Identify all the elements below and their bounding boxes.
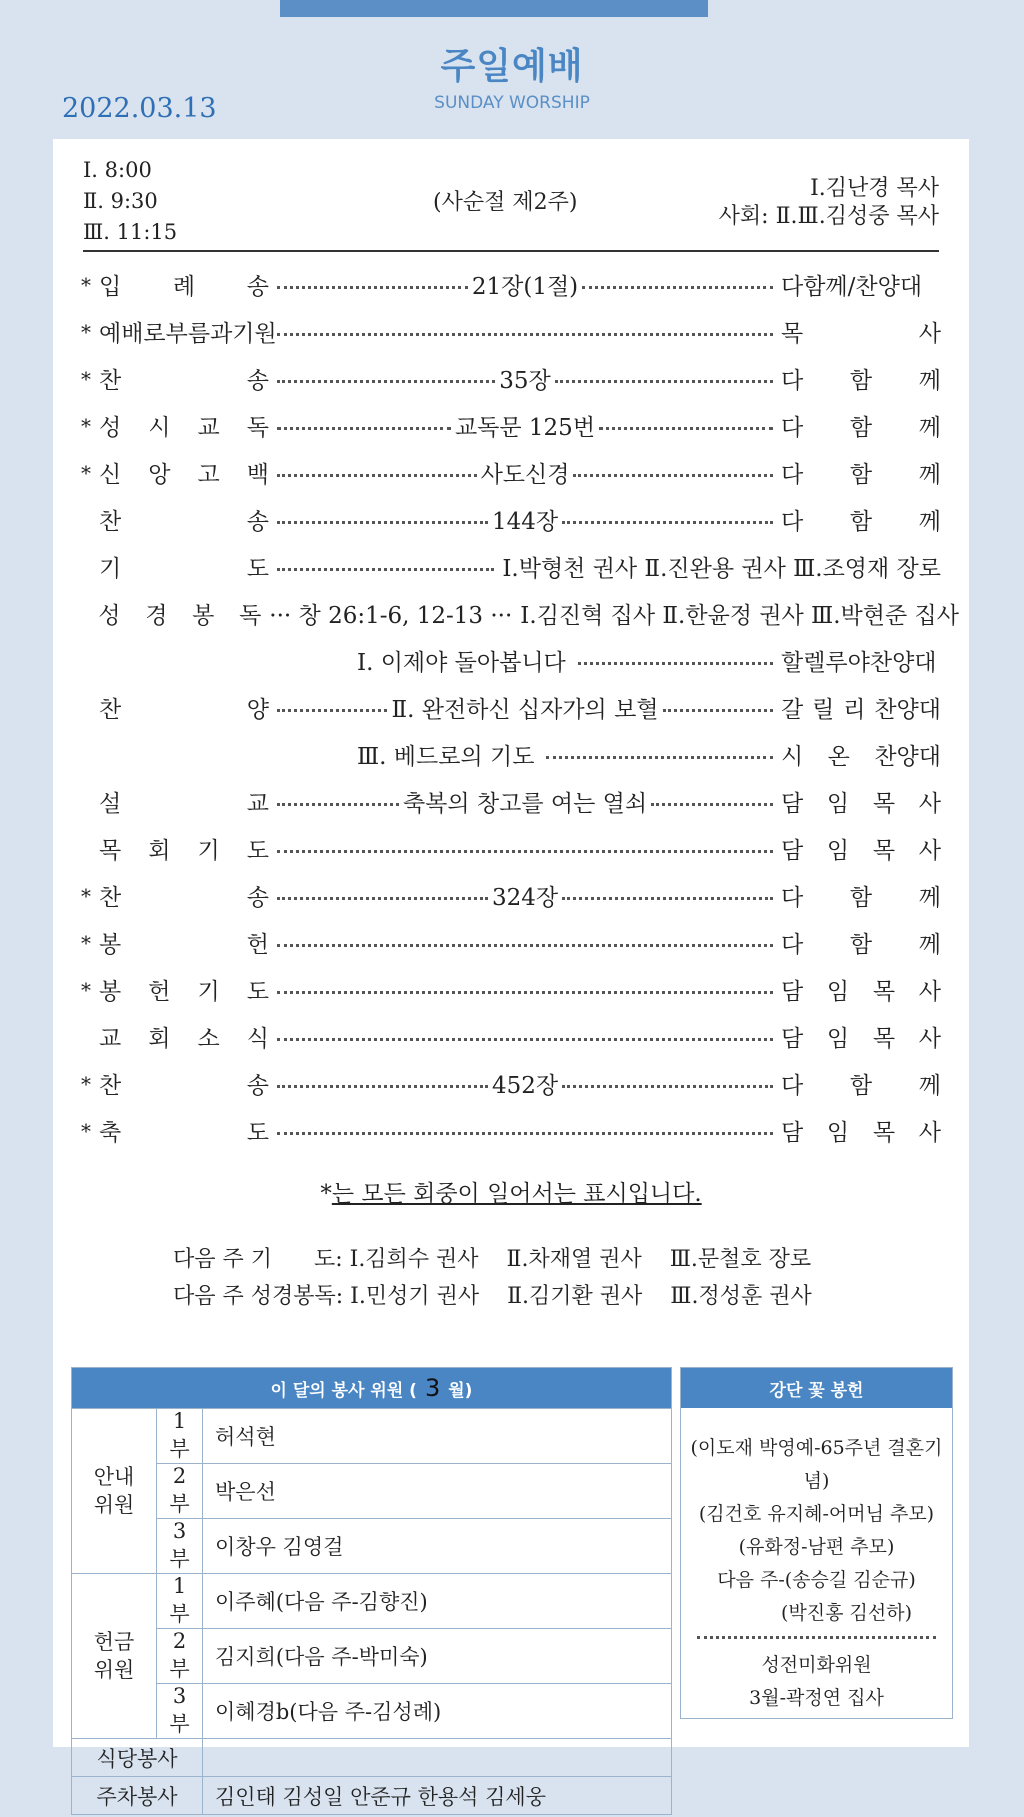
order-item-label — [99, 550, 269, 583]
standing-marker: * — [81, 1118, 91, 1143]
label-char: 기 — [197, 979, 220, 1005]
volunteer-month: 3 — [424, 1374, 441, 1402]
leader-dots — [277, 568, 494, 571]
leader-text: 담 — [781, 1026, 804, 1052]
standing-marker: * — [81, 1071, 91, 1096]
leader-text: 께 — [918, 1073, 941, 1099]
order-row — [81, 872, 941, 919]
order-item-leader — [781, 456, 941, 489]
next-reading-row — [173, 1278, 812, 1315]
next-prayer-names: Ⅰ.김희수 권사 Ⅱ.차재열 권사 Ⅲ.문철호 장로 — [349, 1247, 812, 1272]
order-detail-text: 21장(1절) — [471, 274, 579, 300]
leader-text: 사 — [918, 1026, 941, 1052]
order-row — [81, 355, 941, 402]
order-detail-text: Ⅱ. 완전하신 십자가의 보혈 — [391, 697, 659, 723]
header-divider — [83, 250, 939, 252]
usher-group-label: 안내 위원 — [72, 1409, 157, 1574]
order-item-detail — [277, 985, 773, 994]
label-char: 례 — [172, 274, 196, 300]
order-row — [81, 684, 941, 731]
standing-marker: * — [81, 319, 91, 344]
host-line: 사회: Ⅱ.Ⅲ.김성중 목사 — [718, 204, 939, 229]
leader-dots — [277, 803, 399, 806]
label-char: 독 — [239, 603, 262, 629]
leader-dots — [277, 1085, 488, 1088]
order-item-leader — [781, 738, 941, 771]
leader-text: 함 — [849, 509, 873, 535]
leader-text: 담 — [781, 838, 804, 864]
label-char: 회 — [148, 1026, 171, 1052]
leader-text: 께 — [918, 509, 941, 535]
order-row — [81, 778, 941, 825]
altar-flowers-body — [681, 1408, 952, 1715]
leader-text: 함 — [849, 1073, 873, 1099]
leader-text: 께 — [918, 932, 941, 958]
label-char: 기 — [99, 556, 122, 582]
offering-part: 2부 — [157, 1629, 203, 1684]
order-item-leader — [502, 550, 941, 583]
leader-text: 목 — [872, 838, 896, 864]
beautification-committee: 성전미화위원 — [761, 1654, 872, 1676]
flower-donor: 다음 주-(송승길 김순규) — [717, 1569, 916, 1591]
order-item-leader — [781, 879, 941, 912]
flower-donor: (김건호 유지혜-어머님 추모) — [698, 1503, 935, 1525]
next-prayer-label: 다음 주 기 도: — [173, 1247, 343, 1272]
leader-text: 임 — [826, 791, 850, 817]
order-item-label — [99, 832, 269, 865]
leader-dots — [277, 850, 773, 853]
parking-label: 주차봉사 — [72, 1777, 203, 1815]
order-item-label — [99, 926, 269, 959]
flower-divider — [697, 1636, 936, 1639]
label-char: 독 — [246, 415, 269, 441]
leader-text: 담 — [781, 791, 804, 817]
leader-dots — [277, 991, 773, 994]
leader-dots — [546, 756, 773, 759]
label-char: 축 — [99, 1120, 122, 1146]
leader-text: 임 — [826, 1120, 850, 1146]
order-row — [81, 261, 941, 308]
label-char: 양 — [246, 697, 269, 723]
order-item-detail — [277, 362, 773, 395]
order-row — [81, 402, 941, 449]
liturgical-season: (사순절 제2주) — [433, 190, 578, 215]
order-row — [81, 449, 941, 496]
order-item-detail — [277, 409, 773, 442]
leader-text: 다 — [781, 368, 804, 394]
order-item-detail — [277, 1067, 773, 1100]
order-item-detail — [277, 1032, 773, 1041]
usher-part: 1부 — [157, 1409, 203, 1464]
label-char: 교 — [99, 1026, 122, 1052]
order-row — [81, 496, 941, 543]
leader-dots — [555, 380, 773, 383]
order-row — [81, 1107, 941, 1154]
host-line: Ⅰ.김난경 목사 — [810, 176, 939, 201]
leader-dots — [663, 709, 773, 712]
leader-dots — [277, 897, 488, 900]
offering-names: 이혜경b(다음 주-김성례) — [203, 1684, 672, 1739]
parking-names: 김인태 김성일 안준규 한용석 김세웅 — [203, 1777, 672, 1815]
order-item-label — [99, 503, 269, 536]
order-item-detail — [277, 503, 773, 536]
usher-names: 허석현 — [203, 1409, 672, 1464]
leader-text: 찬양대 — [874, 744, 941, 770]
label-char: 헌 — [148, 979, 171, 1005]
order-item-label — [99, 1067, 269, 1100]
order-row — [81, 308, 941, 355]
service-time: Ⅲ. 11:15 — [83, 220, 178, 244]
leader-text: 릴 — [812, 697, 835, 723]
order-item-leader — [781, 926, 941, 959]
order-row — [81, 1013, 941, 1060]
label-char: 식 — [246, 1026, 269, 1052]
leader-text: 찬양대 — [874, 697, 941, 723]
order-item-label — [99, 1020, 269, 1053]
order-row — [81, 966, 941, 1013]
order-detail-text: 144장 — [491, 509, 559, 535]
next-reading-label: 다음 주 성경봉독: — [173, 1284, 344, 1309]
flower-donor: (이도재 박영예-65주년 결혼기념) — [690, 1437, 943, 1492]
label-char: 찬 — [99, 885, 122, 911]
order-row — [81, 1060, 941, 1107]
label-char: 송 — [246, 1073, 269, 1099]
order-item-detail — [269, 597, 512, 630]
order-detail-text: Ⅲ. 베드로의 기도 — [357, 744, 535, 770]
usher-part: 3부 — [157, 1519, 203, 1574]
leader-dots — [599, 427, 773, 430]
leader-text: 담 — [781, 1120, 804, 1146]
service-host — [719, 175, 939, 231]
label-char: 찬 — [99, 1073, 122, 1099]
order-row — [81, 590, 959, 637]
order-item-label — [99, 1114, 269, 1147]
order-item-leader — [781, 1020, 941, 1053]
volunteer-table — [71, 1367, 672, 1815]
leader-text: 께 — [918, 462, 941, 488]
leader-text: 사 — [918, 979, 941, 1005]
order-item-detail — [277, 879, 773, 912]
leader-text: 목 — [872, 791, 896, 817]
label-char: 찬 — [99, 509, 122, 535]
label-char: 송 — [246, 885, 269, 911]
order-item-detail — [277, 456, 773, 489]
leader-text: 함 — [849, 885, 873, 911]
label-char: 설 — [99, 791, 122, 817]
label-char: 도 — [246, 1120, 269, 1146]
leader-dots — [562, 521, 773, 524]
label-char: 예배로부름과기원 — [99, 321, 277, 347]
label-char: 찬 — [99, 368, 122, 394]
leader-dots — [277, 1038, 773, 1041]
standing-marker: * — [81, 413, 91, 438]
leader-text: 목 — [872, 1026, 896, 1052]
service-time: Ⅰ. 8:00 — [83, 158, 152, 182]
label-char: 도 — [246, 979, 269, 1005]
leader-text: 함 — [849, 415, 873, 441]
leader-dots — [573, 474, 773, 477]
leader-text: 사 — [918, 321, 941, 347]
order-item-leader — [781, 832, 941, 865]
leader-text: 함 — [849, 932, 873, 958]
order-item-detail — [277, 562, 494, 571]
page-subtitle: SUNDAY WORSHIP — [434, 93, 590, 113]
order-item-leader — [781, 973, 941, 1006]
standing-marker: * — [81, 977, 91, 1002]
order-item-leader — [781, 268, 941, 301]
label-char: 앙 — [148, 462, 171, 488]
order-of-worship — [81, 261, 959, 1154]
leader-text: 다 — [781, 415, 804, 441]
leader-text: 리 — [843, 697, 866, 723]
order-item-leader — [781, 785, 941, 818]
label-char: 찬 — [99, 697, 122, 723]
order-item-leader — [520, 597, 959, 630]
order-item-label — [99, 691, 269, 724]
label-char: 봉 — [99, 979, 122, 1005]
leader-text: 목 — [872, 979, 896, 1005]
leader-dots — [562, 1085, 773, 1088]
leader-text: 임 — [826, 838, 850, 864]
label-char: 교 — [197, 415, 220, 441]
order-detail-text: 452장 — [491, 1073, 559, 1099]
leader-text: 임 — [826, 979, 850, 1005]
leader-text: 담 — [781, 979, 804, 1005]
order-row — [81, 731, 941, 778]
label-char: 성 — [98, 603, 121, 629]
offering-group-label: 헌금 위원 — [72, 1574, 157, 1739]
leader-dots — [277, 474, 477, 477]
leader-text: 께 — [918, 415, 941, 441]
order-item-detail — [277, 844, 773, 853]
order-item-detail — [277, 1126, 773, 1135]
label-char: 소 — [197, 1026, 220, 1052]
label-char: 회 — [148, 838, 171, 864]
leader-text: 함 — [849, 368, 873, 394]
order-item-leader — [781, 691, 941, 724]
order-detail-text: 사도신경 — [480, 462, 570, 488]
leader-text: 온 — [827, 744, 850, 770]
order-detail-text: 35장 — [499, 368, 551, 394]
standing-note — [53, 1175, 969, 1208]
flower-donor: (박진홍 김선하) — [781, 1602, 912, 1624]
leader-dots — [277, 944, 773, 947]
label-char: 송 — [246, 368, 269, 394]
cafeteria-names — [203, 1739, 672, 1777]
leader-text: 목 — [872, 1120, 896, 1146]
label-char: 목 — [99, 838, 122, 864]
beautification-detail: 3월-곽정연 집사 — [749, 1687, 884, 1709]
label-char: 경 — [145, 603, 168, 629]
order-item-detail — [277, 785, 773, 818]
leader-dots — [651, 803, 773, 806]
volunteer-table-title: 이 달의 봉사 위원 ( 3 월) — [72, 1368, 672, 1409]
label-char: 도 — [246, 838, 269, 864]
usher-names: 박은선 — [203, 1464, 672, 1519]
standing-marker: * — [81, 366, 91, 391]
altar-flowers-box — [680, 1367, 953, 1719]
order-detail-text: 324장 — [491, 885, 559, 911]
service-date: 2022.03.13 — [62, 93, 217, 124]
order-row — [81, 543, 941, 590]
order-row — [81, 637, 941, 684]
service-time: Ⅱ. 9:30 — [83, 189, 158, 213]
service-times — [83, 155, 177, 248]
cafeteria-label: 식당봉사 — [72, 1739, 203, 1777]
label-char: 백 — [246, 462, 269, 488]
bulletin-card — [53, 139, 969, 1809]
next-week-info — [173, 1241, 812, 1315]
leader-dots — [277, 709, 387, 712]
offering-part: 1부 — [157, 1574, 203, 1629]
leader-text: 사 — [918, 838, 941, 864]
leader-text: 께 — [918, 368, 941, 394]
leader-dots — [562, 897, 773, 900]
order-item-detail — [277, 644, 773, 677]
order-item-leader — [781, 1067, 941, 1100]
label-char: 교 — [246, 791, 269, 817]
order-detail-text: Ⅰ. 이제야 돌아봅니다 — [357, 650, 566, 676]
standing-star: * — [320, 1181, 332, 1207]
leader-dots — [277, 286, 468, 289]
label-char: 고 — [197, 462, 220, 488]
leader-text: 할렐루야찬양대 — [781, 650, 937, 676]
leader-dots — [277, 427, 451, 430]
label-char: 헌 — [246, 932, 269, 958]
offering-names: 이주혜(다음 주-김향진) — [203, 1574, 672, 1629]
leader-text: Ⅰ.박형천 권사 Ⅱ.진완용 권사 Ⅲ.조영재 장로 — [502, 556, 941, 582]
order-item-label — [99, 973, 269, 1006]
leader-text: 다 — [781, 1073, 804, 1099]
leader-text: 다함께/찬양대 — [781, 274, 923, 300]
label-char: 신 — [99, 462, 122, 488]
label-char: 성 — [99, 415, 122, 441]
next-reading-names: Ⅰ.민성기 권사 Ⅱ.김기환 권사 Ⅲ.정성훈 권사 — [350, 1284, 812, 1309]
order-row — [81, 825, 941, 872]
order-item-leader — [781, 362, 941, 395]
leader-text: 다 — [781, 462, 804, 488]
order-item-detail — [277, 691, 773, 724]
altar-flowers-title: 강단 꽃 봉헌 — [681, 1368, 952, 1408]
leader-text: Ⅰ.김진혁 집사 Ⅱ.한윤정 권사 Ⅲ.박현준 집사 — [520, 603, 959, 629]
order-item-leader — [781, 644, 941, 677]
order-item-detail — [277, 738, 773, 771]
order-item-detail — [277, 268, 773, 301]
leader-text: 다 — [781, 509, 804, 535]
label-char: 기 — [197, 838, 220, 864]
order-item-leader — [781, 315, 941, 348]
usher-part: 2부 — [157, 1464, 203, 1519]
order-item-label — [99, 409, 269, 442]
offering-part: 3부 — [157, 1684, 203, 1739]
label-char: 봉 — [192, 603, 215, 629]
order-item-detail — [277, 327, 773, 336]
standing-marker: * — [81, 272, 91, 297]
leader-text: 께 — [918, 885, 941, 911]
next-prayer-row — [173, 1241, 812, 1278]
leader-text: 다 — [781, 932, 804, 958]
order-row — [81, 919, 941, 966]
order-item-label — [99, 785, 269, 818]
leader-text: 사 — [918, 1120, 941, 1146]
leader-text: 함 — [849, 462, 873, 488]
standing-marker: * — [81, 460, 91, 485]
top-accent-bar — [280, 0, 708, 17]
page-title: 주일예배 — [440, 46, 584, 87]
order-detail-text: 교독문 125번 — [454, 415, 596, 441]
flower-donor: (유화정-남편 추모) — [738, 1536, 895, 1558]
order-item-leader — [781, 1114, 941, 1147]
order-item-label — [99, 879, 269, 912]
order-item-leader — [781, 503, 941, 536]
usher-names: 이창우 김영걸 — [203, 1519, 672, 1574]
leader-text: 갈 — [781, 697, 804, 723]
leader-dots — [277, 1132, 773, 1135]
leader-dots — [277, 333, 773, 336]
leader-text: 다 — [781, 885, 804, 911]
offering-names: 김지희(다음 주-박미숙) — [203, 1629, 672, 1684]
order-detail-text: 축복의 창고를 여는 열쇠 — [402, 791, 648, 817]
order-item-label — [99, 315, 277, 348]
order-item-label — [99, 362, 269, 395]
label-char: 송 — [246, 274, 269, 300]
leader-dots — [582, 286, 773, 289]
leader-dots — [277, 521, 488, 524]
order-item-label — [98, 597, 261, 630]
order-item-leader — [781, 409, 941, 442]
leader-text: 시 — [781, 744, 804, 770]
leader-text: 목 — [781, 321, 804, 347]
order-item-label — [99, 456, 269, 489]
order-item-detail — [277, 938, 773, 947]
order-detail-text: ··· 창 26:1-6, 12-13 ··· — [269, 603, 513, 629]
standing-note-text: 는 모든 회중이 일어서는 표시입니다. — [331, 1181, 702, 1207]
standing-marker: * — [81, 883, 91, 908]
leader-dots — [578, 662, 773, 665]
standing-marker: * — [81, 930, 91, 955]
label-char: 시 — [148, 415, 171, 441]
leader-text: 사 — [918, 791, 941, 817]
order-item-label — [99, 268, 269, 301]
label-char: 송 — [246, 509, 269, 535]
label-char: 봉 — [99, 932, 122, 958]
label-char: 도 — [246, 556, 269, 582]
leader-text: 임 — [826, 1026, 850, 1052]
leader-dots — [277, 380, 495, 383]
label-char: 입 — [99, 274, 122, 300]
